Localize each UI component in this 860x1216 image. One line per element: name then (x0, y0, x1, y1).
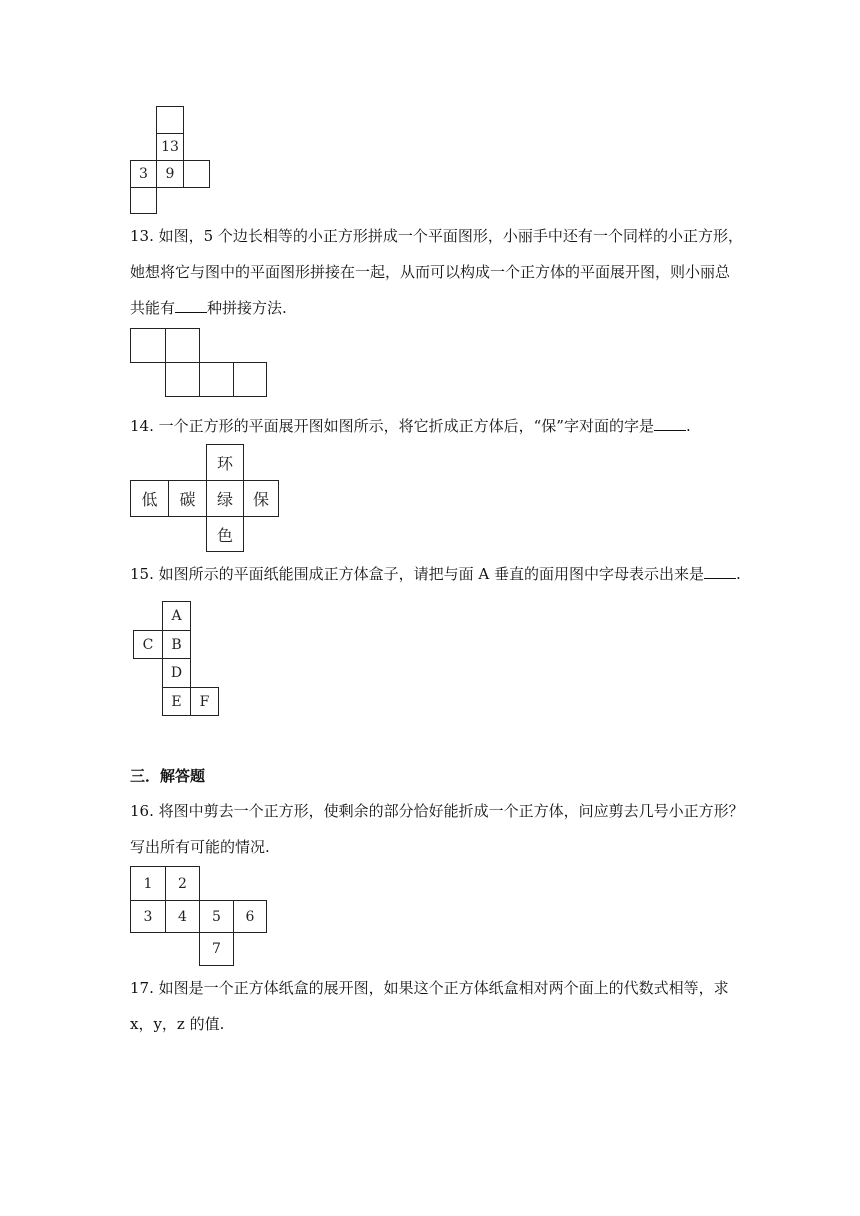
answer-blank (654, 416, 686, 431)
net-cell-blank (165, 362, 200, 397)
answer-blank (704, 564, 736, 579)
q14-text-part: 14. 一个正方形的平面展开图如图所示，将它折成正方体后，“保”字对面的字是 (130, 417, 654, 435)
q17-text-line1: 17. 如图是一个正方体纸盒的展开图，如果这个正方体纸盒相对两个面上的代数式相等，求 (130, 979, 729, 997)
q13-text-part: 种拼接方法. (207, 299, 287, 317)
net-cell-blank (233, 362, 267, 397)
net-cell: 3 (130, 160, 157, 188)
q14-text-line1 (130, 416, 691, 436)
net-cell: 绿 (206, 480, 244, 517)
net-cell: D (162, 658, 191, 688)
net-cell: 9 (156, 160, 184, 188)
q14-text-part: . (685, 417, 691, 435)
answer-blank (175, 298, 207, 313)
net-cell-blank (130, 328, 166, 363)
net-cell-blank (199, 362, 234, 397)
q15-text-part: 15. 如图所示的平面纸能围成正方体盒子，请把与面 A 垂直的面用图中字母表示出来是 (130, 565, 704, 583)
net-cell: 碳 (168, 480, 207, 517)
net-cell: 3 (130, 900, 166, 933)
net-cell: 5 (199, 900, 234, 933)
net-cell: 低 (130, 480, 169, 517)
q13-text-line2: 她想将它与图中的平面图形拼接在一起，从而可以构成一个正方体的平面展开图，则小丽总 (130, 263, 731, 281)
net-cell: 7 (199, 932, 234, 966)
q16-text-line1: 16. 将图中剪去一个正方形，使剩余的部分恰好能折成一个正方体，问应剪去几号小正方形？ (130, 802, 744, 820)
net-cell: 1 (130, 866, 166, 901)
net-cell: 环 (206, 444, 244, 481)
net-cell: C (133, 630, 163, 659)
net-cell-blank (183, 160, 210, 188)
q15-text-line1 (130, 564, 741, 584)
net-cell: E (162, 687, 191, 716)
q13-text-line1: 13. 如图，5 个边长相等的小正方形拼成一个平面图形，小丽手中还有一个同样的小正方形， (130, 227, 743, 245)
net-cell-blank (156, 106, 184, 134)
net-cell: 2 (165, 866, 200, 901)
q17-text-line2: x，y，z 的值. (130, 1015, 225, 1033)
net-cell: 13 (156, 133, 184, 161)
q15-text-part: . (736, 565, 741, 583)
net-cell: 色 (206, 516, 244, 552)
net-cell-blank (165, 328, 200, 363)
net-cell: F (190, 687, 219, 716)
net-cell: 4 (165, 900, 200, 933)
net-cell: A (162, 601, 191, 631)
q13-text-part: 共能有 (130, 299, 176, 317)
net-cell: 保 (243, 480, 279, 517)
net-cell: B (162, 630, 191, 659)
net-cell-blank (130, 187, 157, 214)
q16-text-line2: 写出所有可能的情况. (130, 838, 270, 856)
q13-text-line3 (130, 298, 287, 318)
section-heading: 三．解答题 (130, 767, 206, 785)
net-cell: 6 (233, 900, 267, 933)
